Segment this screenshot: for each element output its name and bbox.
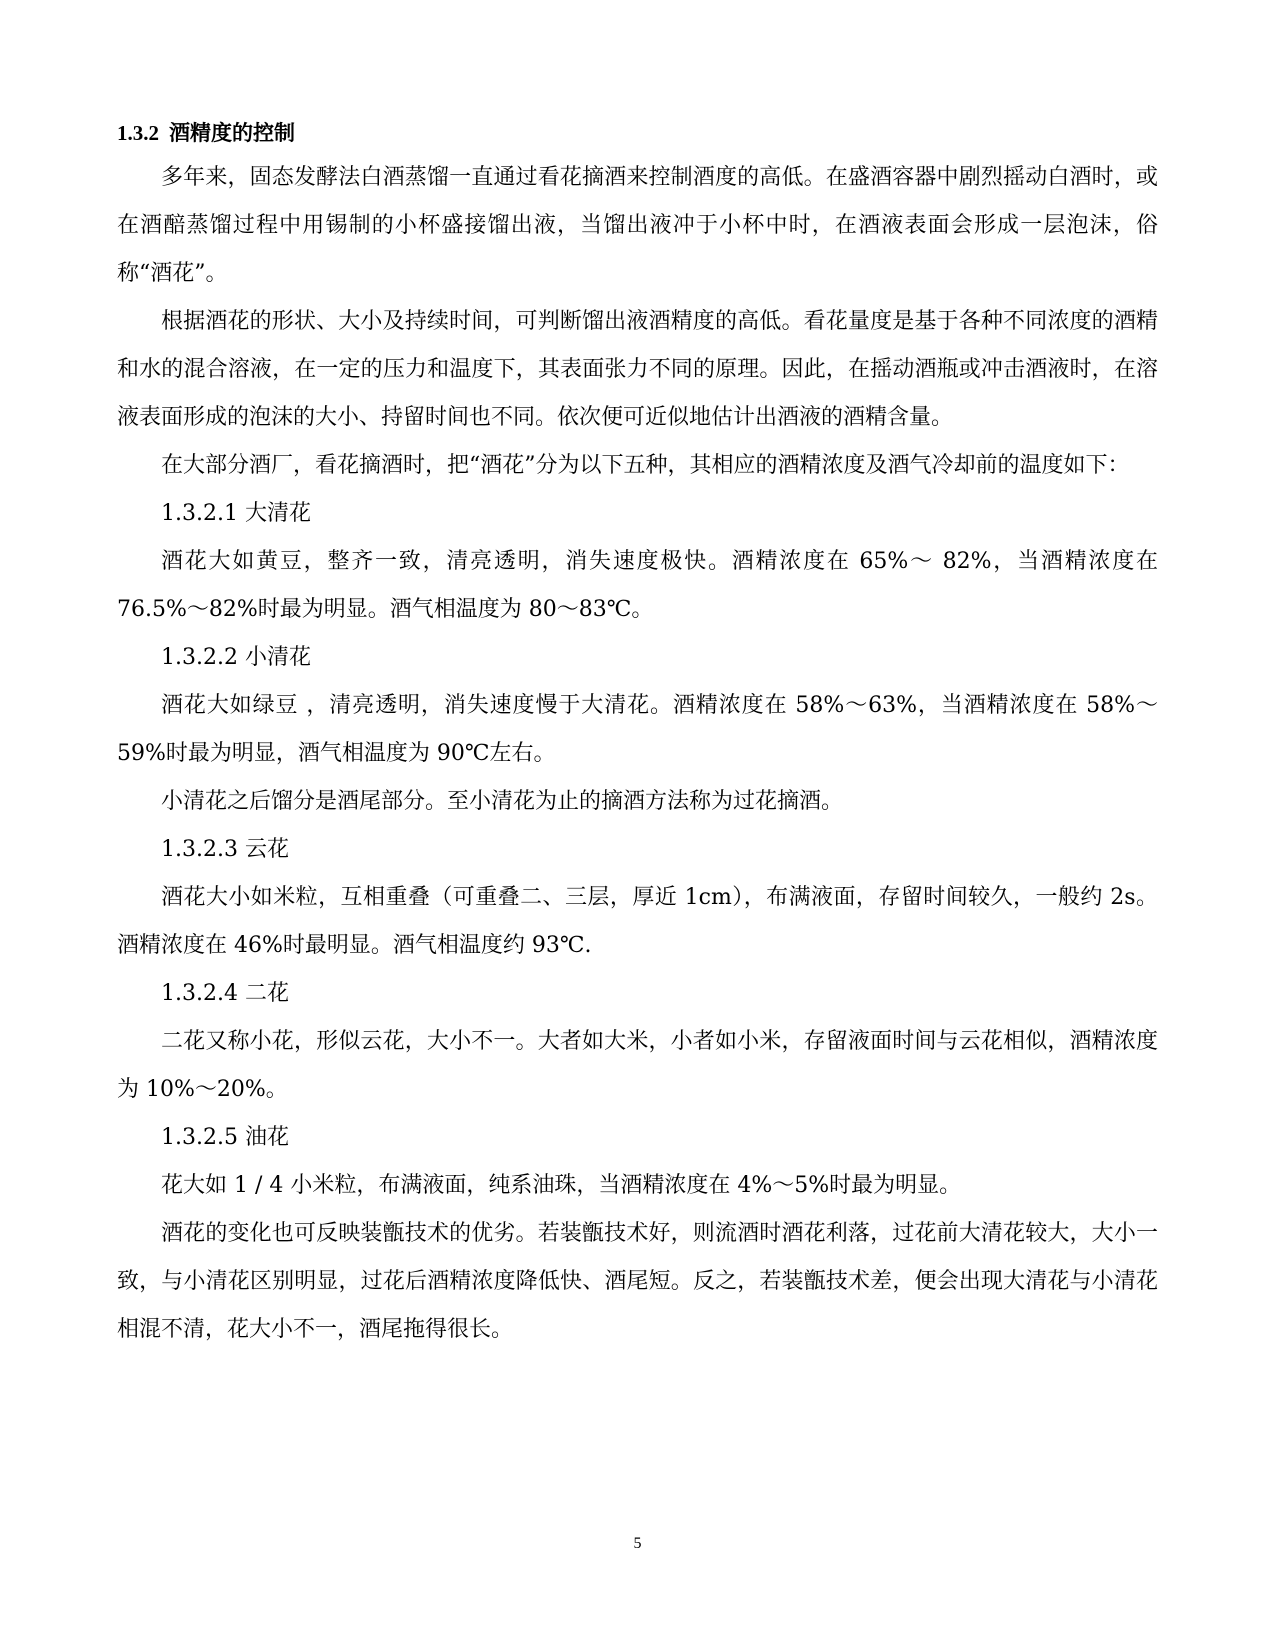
section-number: 1.3.2 xyxy=(117,121,159,145)
paragraph-da-qing-hua: 酒花大如黄豆，整齐一致，清亮透明，消失速度极快。酒精浓度在 65%～ 82%，当酒精浓度在 76.5%～82%时最为明显。酒气相温度为 80～83℃。 xyxy=(117,549,1158,622)
subheading-you-hua: 1.3.2.5 油花 xyxy=(161,1125,289,1150)
paragraph-principle: 根据酒花的形状、大小及持续时间，可判断馏出液酒精度的高低。看花量度是基于各种不同浓度的酒精和水的混合溶液，在一定的压力和温度下，其表面张力不同的原理。因此，在摇动酒瓶或冲击酒液时，在溶液表面形成的泡沫的大小、持留时间也不同。依次便可近似地估计出酒液的酒精含量。 xyxy=(117,309,1158,430)
paragraph-five-types: 在大部分酒厂，看花摘酒时，把“酒花”分为以下五种，其相应的酒精浓度及酒气冷却前的温度如下： xyxy=(161,453,1130,478)
paragraph-yun-hua: 酒花大小如米粒，互相重叠（可重叠二、三层，厚近 1cm），布满液面，存留时间较久，一般约 2s。酒精浓度在 46%时最明显。酒气相温度约 93℃. xyxy=(117,885,1158,958)
paragraph-you-hua: 花大如 1 / 4 小米粒，布满液面，纯系油珠，当酒精浓度在 4%～5%时最为明显。 xyxy=(161,1173,962,1198)
paragraph-er-hua: 二花又称小花，形似云花，大小不一。大者如大米，小者如小米，存留液面时间与云花相似，酒精浓度为 10%～20%。 xyxy=(117,1029,1158,1102)
page-content xyxy=(117,112,1158,1354)
section-title: 酒精度的控制 xyxy=(169,121,295,145)
subheading-er-hua: 1.3.2.4 二花 xyxy=(161,981,289,1006)
subheading-xiao-qing-hua: 1.3.2.2 小清花 xyxy=(161,645,311,670)
paragraph-xiao-qing-hua: 酒花大如绿豆 ，清亮透明，消失速度慢于大清花。酒精浓度在 58%～63%，当酒精浓度在 58%～59%时最为明显，酒气相温度为 90℃左右。 xyxy=(117,693,1158,766)
section-heading xyxy=(117,112,1158,154)
page-number: 5 xyxy=(633,1535,642,1552)
subheading-da-qing-hua: 1.3.2.1 大清花 xyxy=(161,501,311,526)
subheading-yun-hua: 1.3.2.3 云花 xyxy=(161,837,289,862)
paragraph-guo-hua: 小清花之后馏分是酒尾部分。至小清花为止的摘酒方法称为过花摘酒。 xyxy=(161,789,844,814)
paragraph-intro: 多年来，固态发酵法白酒蒸馏一直通过看花摘酒来控制酒度的高低。在盛酒容器中剧烈摇动白酒时，或在酒醅蒸馏过程中用锡制的小杯盛接馏出液，当馏出液冲于小杯中时，在酒液表面会形成一层泡沫，俗称“酒花”。 xyxy=(117,165,1158,286)
paragraph-conclusion: 酒花的变化也可反映装甑技术的优劣。若装甑技术好，则流酒时酒花利落，过花前大清花较大，大小一致，与小清花区别明显，过花后酒精浓度降低快、酒尾短。反之，若装甑技术差，便会出现大清花与小清花相混不清，花大小不一，酒尾拖得很长。 xyxy=(117,1221,1158,1342)
